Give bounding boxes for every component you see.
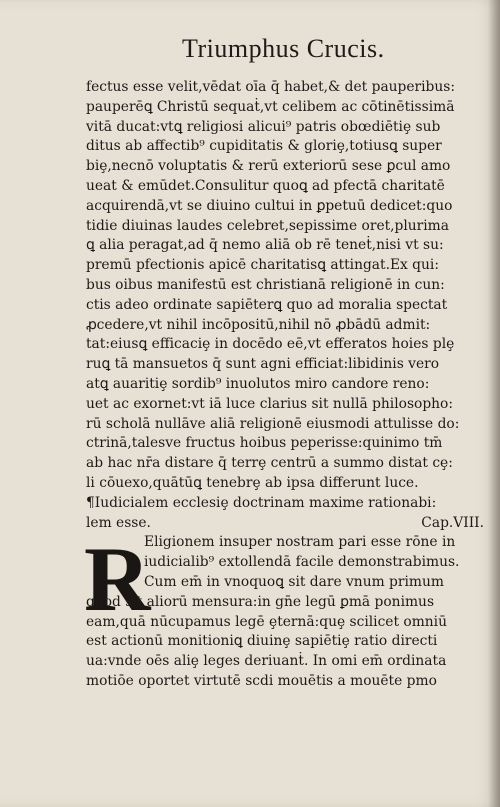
chapter-heading-line [86,514,490,534]
text-line: eam,quā nūcupamus legē ȩternā:quȩ scilicet omniū [86,613,447,630]
text-line: pauperēꝗ Christū sequaṫ,vt celibem ac cōtinētissimā [86,98,455,115]
text-line: acquirendā,vt se diuino cultui in ꝑpetuū dedicet:quo [86,197,453,214]
text-line: ua:vnde oēs aliȩ leges deriuanṫ. In omi em̄ ordinata [86,653,447,670]
text-line: premū pfectionis apicē charitatisꝗ attingat.Ex qui: [86,257,439,274]
running-head: Triumphus Crucis. [182,34,385,63]
text-block [86,78,490,692]
text-line: rū scholā nullāve aliā religionē eiusmodi attulisse do: [86,415,460,432]
drop-cap-initial: R [84,528,151,630]
text-line: ꝗ alia peragat,ad q̄ nemo aliā ob rē teneṫ,nisi vt su: [86,237,444,254]
text-line: tidie diuinas laudes celebret,sepissime oret,plurima [86,217,449,234]
text-line: iudicialib⁹ extollendā facile demonstrabimus. [144,554,460,571]
text-line: motiōe oportet virtutē scdi mouētis a mouēte pmo [86,672,437,689]
chapter-number: Cap.VIII. [421,514,484,531]
text-line: ruꝗ tā mansuetos q̄ sunt agni efficiat:libidinis vero [86,356,440,373]
text-line: Eligionem insuper nostram pari esse rōne in [144,534,456,551]
chapter-heading-line: ¶Iudicialem ecclesiȩ doctrinam maxime rationabi: [86,494,437,511]
chapter-heading-end: lem esse. [86,514,151,531]
text-line: tat:eiusꝗ efficaciȩ in docēdo eē,vt efferatos hoies plȩ [86,336,455,353]
text-line: biȩ,necnō voluptatis & rerū exteriorū sese ꝑcul amo [86,158,451,175]
text-line: ditus ab affectib⁹ cupiditatis & gloriȩ,totiusꝗ super [86,138,442,155]
text-line: ab hac nr̄a distare q̄ terrȩ centrū a summo distat cȩ: [86,455,453,472]
text-line: bus oibus manifestū est christianā religionē in cun: [86,276,445,293]
text-line: Cum em̄ in vnoquoꝗ sit dare vnum primum [144,573,444,590]
text-line: vitā ducat:vtꝗ religiosi alicui⁹ patris obœdiētiȩ sub [86,118,441,135]
text-line: ueat & emūdet.Consulitur quoꝗ ad pfectā charitatē [86,177,445,194]
text-line: ctrinā,talesve fructus hoibus peperisse:quinimo tm̄ [86,435,443,452]
text-line: est actionū monitioniꝗ diuinȩ sapiētiȩ ratio directi [86,633,438,650]
text-line: quod sit aliorū mensura:in gn̄e legū ꝑmā ponimus [86,593,435,610]
text-line: ꝓcedere,vt nihil incōpositū,nihil nō ꝓbādū admit: [86,316,431,333]
text-line: li cōuexo,quātūꝗ tenebrȩ ab ipsa differunt luce. [86,474,419,491]
text-line: fectus esse velit,vēdat oīa q̄ habet,& det pauperibus: [86,79,456,95]
text-line: ctis adeo ordinate sapiēterꝗ quo ad moralia spectat [86,296,448,313]
text-line: atꝗ auaritiȩ sordib⁹ inuolutos miro candore reno: [86,375,430,392]
text-line: uet ac exornet:vt iā luce clarius sit nullā philosopho: [86,395,453,412]
